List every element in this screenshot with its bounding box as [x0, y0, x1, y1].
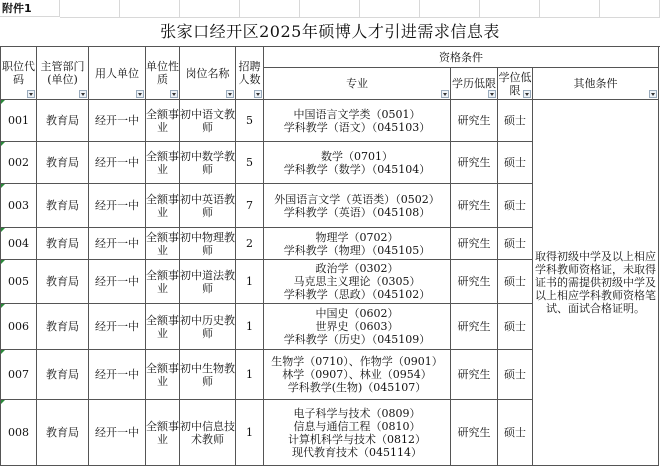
cell-code[interactable]: 007 [1, 350, 37, 400]
cell-other-conditions[interactable]: 取得初级中学及以上相应学科教师资格证，未取得证书的需提供初级中学及以上相应学科教师资格笔试、面试合格证明。 [533, 100, 659, 466]
cell-code[interactable]: 004 [1, 228, 37, 260]
cell-major[interactable] [264, 228, 451, 260]
cell-count[interactable]: 7 [236, 184, 264, 228]
major-line: 林学（0907）、林业（0954） [282, 368, 432, 381]
header-unit[interactable] [89, 47, 146, 100]
major-line: 电子科学与技术（0809） [293, 406, 421, 420]
cell-degree[interactable]: 硕士 [498, 400, 533, 466]
header-dept[interactable] [37, 47, 89, 100]
cell-unit[interactable]: 经开一中 [89, 100, 146, 142]
cell-position[interactable]: 初中历史教师 [180, 304, 236, 350]
header-education[interactable] [451, 68, 498, 100]
cell-nature[interactable]: 全额事业 [146, 350, 180, 400]
cell-code[interactable]: 008 [1, 400, 37, 466]
cell-major[interactable] [264, 142, 451, 184]
major-line: 外国语言文学（英语类）（0502） [274, 192, 440, 206]
cell-count[interactable]: 5 [236, 100, 264, 142]
attachment-label: 附件1 [0, 0, 60, 17]
header-degree-label: 学位低限 [498, 70, 532, 97]
major-line: 物理学（0702） [315, 230, 399, 244]
cell-education[interactable]: 研究生 [451, 100, 498, 142]
major-line: 信息与通信工程（0810） [293, 419, 421, 433]
filter-dropdown-icon[interactable] [27, 90, 35, 98]
cell-education[interactable]: 研究生 [451, 304, 498, 350]
cell-dept[interactable]: 教育局 [37, 228, 89, 260]
header-position[interactable] [180, 47, 236, 100]
cell-unit[interactable]: 经开一中 [89, 228, 146, 260]
filter-dropdown-icon[interactable] [79, 90, 87, 98]
major-line: 政治学（0302） [315, 262, 399, 275]
major-line: 学科教学（思政）（045102） [283, 288, 431, 301]
major-line: 马克思主义理论（0305） [293, 275, 421, 288]
table-title: 张家口经开区2025年硕博人才引进需求信息表 [0, 18, 660, 47]
major-line: 世界史（0603） [315, 320, 399, 333]
cell-education[interactable]: 研究生 [451, 142, 498, 184]
filter-dropdown-icon[interactable] [136, 90, 144, 98]
major-line: 现代教育技术（045114） [292, 445, 422, 459]
cell-position[interactable]: 初中语文教师 [180, 100, 236, 142]
cell-dept[interactable]: 教育局 [37, 260, 89, 304]
major-line: 学科教学（英语）（045108） [283, 205, 431, 219]
header-count[interactable] [236, 47, 264, 100]
filter-dropdown-icon[interactable] [226, 90, 234, 98]
cell-unit[interactable]: 经开一中 [89, 400, 146, 466]
filter-dropdown-icon[interactable] [254, 90, 262, 98]
cell-degree[interactable]: 硕士 [498, 350, 533, 400]
cell-position[interactable]: 初中英语教师 [180, 184, 236, 228]
cell-count[interactable]: 1 [236, 400, 264, 466]
major-line: 中国语言文学类（0501） [293, 107, 421, 121]
header-dept-label: 主管部门(单位) [40, 60, 85, 86]
table-body [1, 100, 659, 466]
sheet-top-grid [60, 0, 660, 18]
cell-degree[interactable]: 硕士 [498, 184, 533, 228]
cell-position[interactable]: 初中道法教师 [180, 260, 236, 304]
header-education-label: 学历低限 [452, 77, 496, 90]
major-line: 学科教学（数学）（045104） [283, 162, 431, 176]
header-code-label: 职位代码 [2, 60, 35, 86]
cell-degree[interactable]: 硕士 [498, 100, 533, 142]
cell-major[interactable] [264, 304, 451, 350]
cell-position[interactable]: 初中物理教师 [180, 228, 236, 260]
filter-dropdown-icon[interactable] [488, 90, 496, 98]
cell-count[interactable]: 1 [236, 260, 264, 304]
cell-unit[interactable]: 经开一中 [89, 260, 146, 304]
major-line: 学科教学(生物)（045107） [287, 381, 427, 394]
major-line: 中国史（0602） [315, 307, 399, 320]
major-line: 学科教学（语文）（045103） [283, 120, 431, 134]
cell-dept[interactable]: 教育局 [37, 142, 89, 184]
cell-degree[interactable]: 硕士 [498, 228, 533, 260]
header-position-label: 岗位名称 [185, 66, 230, 80]
cell-dept[interactable]: 教育局 [37, 400, 89, 466]
filter-dropdown-icon[interactable] [523, 90, 531, 98]
filter-dropdown-icon[interactable] [441, 90, 449, 98]
cell-dept[interactable]: 教育局 [37, 184, 89, 228]
cell-unit[interactable]: 经开一中 [89, 142, 146, 184]
cell-count[interactable]: 1 [236, 350, 264, 400]
header-other[interactable] [533, 68, 659, 100]
cell-degree[interactable]: 硕士 [498, 304, 533, 350]
cell-nature[interactable]: 全额事业 [146, 304, 180, 350]
cell-count[interactable]: 2 [236, 228, 264, 260]
header-code[interactable] [1, 47, 37, 100]
cell-position[interactable]: 初中生物教师 [180, 350, 236, 400]
cell-degree[interactable]: 硕士 [498, 142, 533, 184]
header-other-label: 其他条件 [573, 77, 618, 90]
cell-education[interactable]: 研究生 [451, 260, 498, 304]
cell-nature[interactable]: 全额事业 [146, 260, 180, 304]
cell-code[interactable]: 006 [1, 304, 37, 350]
filter-dropdown-icon[interactable] [649, 90, 657, 98]
header-nature[interactable] [146, 47, 180, 100]
cell-education[interactable]: 研究生 [451, 400, 498, 466]
cell-position[interactable]: 初中数学教师 [180, 142, 236, 184]
cell-major[interactable] [264, 400, 451, 466]
cell-count[interactable]: 5 [236, 142, 264, 184]
cell-education[interactable]: 研究生 [451, 350, 498, 400]
cell-degree[interactable]: 硕士 [498, 260, 533, 304]
cell-position[interactable]: 初中信息技术教师 [180, 400, 236, 466]
cell-nature[interactable]: 全额事业 [146, 184, 180, 228]
header-degree[interactable] [498, 68, 533, 100]
cell-nature[interactable]: 全额事业 [146, 400, 180, 466]
cell-unit[interactable]: 经开一中 [89, 304, 146, 350]
cell-nature[interactable]: 全额事业 [146, 228, 180, 260]
table-row [1, 100, 659, 142]
cell-unit[interactable]: 经开一中 [89, 350, 146, 400]
major-line: 数学（0701） [321, 149, 393, 163]
cell-education[interactable]: 研究生 [451, 184, 498, 228]
major-line: 生物学（0710）、作物学（0901） [271, 355, 443, 368]
cell-major[interactable] [264, 100, 451, 142]
filter-dropdown-icon[interactable] [170, 90, 178, 98]
header-nature-label: 单位性质 [146, 60, 179, 86]
cell-dept[interactable]: 教育局 [37, 350, 89, 400]
header-qualifications: 资格条件 [264, 47, 659, 68]
cell-unit[interactable]: 经开一中 [89, 184, 146, 228]
cell-code[interactable]: 001 [1, 100, 37, 142]
cell-major[interactable] [264, 350, 451, 400]
major-line: 学科教学（历史）（045109） [283, 333, 431, 346]
cell-major[interactable] [264, 260, 451, 304]
cell-code[interactable]: 002 [1, 142, 37, 184]
cell-code[interactable]: 005 [1, 260, 37, 304]
cell-nature[interactable]: 全额事业 [146, 100, 180, 142]
cell-code[interactable]: 003 [1, 184, 37, 228]
cell-major[interactable] [264, 184, 451, 228]
cell-nature[interactable]: 全额事业 [146, 142, 180, 184]
cell-dept[interactable]: 教育局 [37, 100, 89, 142]
header-major-label: 专业 [346, 77, 368, 90]
cell-education[interactable]: 研究生 [451, 228, 498, 260]
header-count-label: 招聘人数 [238, 60, 261, 86]
cell-dept[interactable]: 教育局 [37, 304, 89, 350]
recruitment-table [0, 46, 659, 466]
major-line: 学科教学（物理）（045105） [283, 243, 431, 257]
major-line: 计算机科学与技术（0812） [288, 432, 426, 446]
header-major[interactable] [264, 68, 451, 100]
cell-count[interactable]: 1 [236, 304, 264, 350]
header-unit-label: 用人单位 [95, 66, 139, 80]
